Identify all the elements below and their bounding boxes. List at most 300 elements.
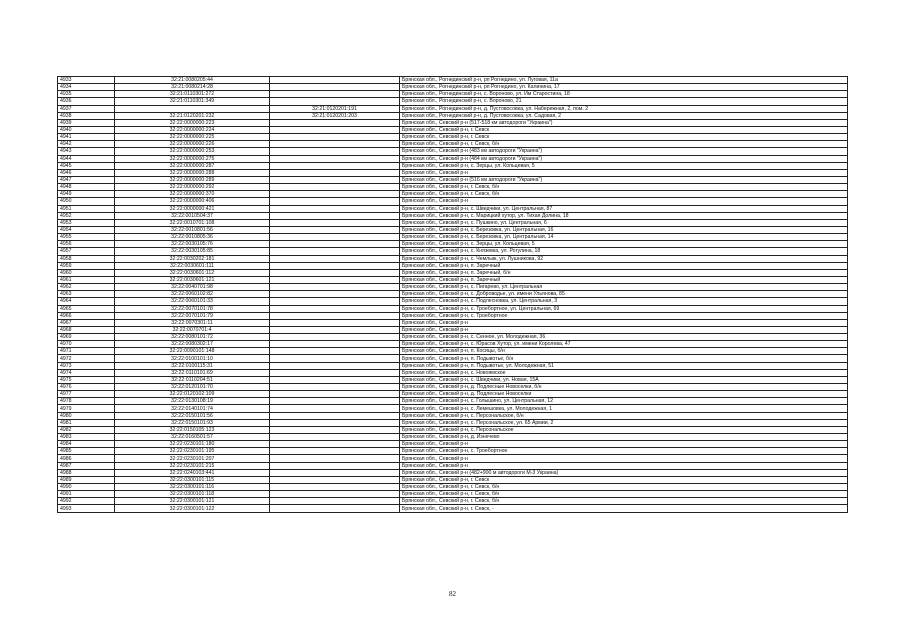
parent-cadastral-number-cell <box>270 98 400 105</box>
table-row <box>58 384 848 391</box>
address-cell: Брянская обл., Севский р-н, с. Березовка, ул. Центральная, 16 <box>400 226 848 233</box>
row-number-cell: 4962 <box>58 284 115 291</box>
table-row <box>58 112 848 119</box>
row-number-cell: 4942 <box>58 141 115 148</box>
cadastral-number-cell: 32:22:0100115:31 <box>115 362 270 369</box>
parent-cadastral-number-cell <box>270 148 400 155</box>
table-row <box>58 77 848 84</box>
row-number-cell: 4973 <box>58 362 115 369</box>
cadastral-number-cell: 32:22:0080101:72 <box>115 334 270 341</box>
table-row <box>58 405 848 412</box>
row-number-cell: 4933 <box>58 77 115 84</box>
cadastral-number-cell: 32:22:0000000:406 <box>115 198 270 205</box>
address-cell: Брянская обл., Севский р-н, г. Севск, б/н <box>400 491 848 498</box>
address-cell: Брянская обл., Рогнединский р-н, д. Пустовосовка, ул. Садовая, 2 <box>400 112 848 119</box>
address-cell: Брянская обл., Рогнединский р-н, с. Вороново, 21 <box>400 98 848 105</box>
cadastral-number-cell: 32:22:0030202:181 <box>115 255 270 262</box>
address-cell: Брянская обл., Севский р-н, г. Севск, б/н <box>400 191 848 198</box>
row-number-cell: 4936 <box>58 98 115 105</box>
address-cell: Брянская обл., Севский р-н, с. Лемешовка, ул. Молодежная, 1 <box>400 405 848 412</box>
row-number-cell: 4988 <box>58 469 115 476</box>
table-row <box>58 441 848 448</box>
table-row <box>58 462 848 469</box>
table-row <box>58 191 848 198</box>
table-row <box>58 255 848 262</box>
address-cell: Брянская обл., Севский р-н, с. Голышино, ул. Центральная, 12 <box>400 398 848 405</box>
address-cell: Брянская обл., Рогнединский р-н, д. Пустовосовка, ул. Набережная, 2, пом. 2 <box>400 105 848 112</box>
table-row <box>58 498 848 505</box>
table-row <box>58 155 848 162</box>
parent-cadastral-number-cell <box>270 219 400 226</box>
address-cell: Брянская обл., Севский р-н, с. Троебортное <box>400 312 848 319</box>
cadastral-number-cell: 32:22:0070701:4 <box>115 326 270 333</box>
cadastral-number-cell: 32:22:0030601:121 <box>115 276 270 283</box>
parent-cadastral-number-cell <box>270 234 400 241</box>
table-row <box>58 426 848 433</box>
address-cell: Брянская обл., Севский р-н, с. Троебортное <box>400 448 848 455</box>
row-number-cell: 4950 <box>58 198 115 205</box>
row-number-cell: 4954 <box>58 226 115 233</box>
parent-cadastral-number-cell <box>270 176 400 183</box>
parent-cadastral-number-cell <box>270 498 400 505</box>
row-number-cell: 4968 <box>58 326 115 333</box>
table-row <box>58 326 848 333</box>
row-number-cell: 4961 <box>58 276 115 283</box>
parent-cadastral-number-cell <box>270 398 400 405</box>
table-row <box>58 162 848 169</box>
table-row <box>58 98 848 105</box>
parent-cadastral-number-cell <box>270 491 400 498</box>
address-cell: Брянская обл., Севский р-н, п. Заречный <box>400 262 848 269</box>
cadastral-number-cell: 32:22:0010805:36 <box>115 234 270 241</box>
parent-cadastral-number-cell <box>270 298 400 305</box>
table-row <box>58 219 848 226</box>
cadastral-number-cell: 32:21:0120201:232 <box>115 112 270 119</box>
cadastral-number-cell: 32:22:0230101:207 <box>115 455 270 462</box>
cadastral-number-cell: 32:22:0030105:85 <box>115 248 270 255</box>
table-row <box>58 226 848 233</box>
row-number-cell: 4978 <box>58 398 115 405</box>
parent-cadastral-number-cell <box>270 376 400 383</box>
row-number-cell: 4953 <box>58 219 115 226</box>
address-cell: Брянская обл., Севский р-н, п. Подывотье, б/н <box>400 355 848 362</box>
parent-cadastral-number-cell <box>270 469 400 476</box>
row-number-cell: 4952 <box>58 212 115 219</box>
property-register-table <box>57 76 848 513</box>
address-cell: Брянская обл., Севский р-н, д. Подлесные Новоселки, б/н <box>400 384 848 391</box>
cadastral-number-cell: 32:22:0120101:70 <box>115 384 270 391</box>
parent-cadastral-number-cell <box>270 348 400 355</box>
address-cell: Брянская обл., Севский р-н, с. Березовка, ул. Центральная, 14 <box>400 234 848 241</box>
row-number-cell: 4945 <box>58 162 115 169</box>
table-row <box>58 91 848 98</box>
cadastral-number-cell: 32:22:0150105:123 <box>115 426 270 433</box>
cadastral-number-cell: 32:22:0240103:441 <box>115 469 270 476</box>
address-cell: Брянская обл., Рогнединский р-н, рп Рогнедино, ул. Калинина, 17 <box>400 84 848 91</box>
row-number-cell: 4946 <box>58 169 115 176</box>
cadastral-number-cell: 32:22:0030601:111 <box>115 262 270 269</box>
address-cell: Брянская обл., Севский р-н, с. Персональское, б/н <box>400 412 848 419</box>
parent-cadastral-number-cell <box>270 305 400 312</box>
parent-cadastral-number-cell <box>270 119 400 126</box>
parent-cadastral-number-cell <box>270 155 400 162</box>
row-number-cell: 4934 <box>58 84 115 91</box>
address-cell: Брянская обл., Севский р-н, г. Севск, - <box>400 505 848 512</box>
parent-cadastral-number-cell <box>270 212 400 219</box>
row-number-cell: 4949 <box>58 191 115 198</box>
address-cell: Брянская обл., Севский р-н <box>400 462 848 469</box>
parent-cadastral-number-cell <box>270 248 400 255</box>
cadastral-number-cell: 32:22:0130108:19 <box>115 398 270 405</box>
parent-cadastral-number-cell <box>270 441 400 448</box>
table-row <box>58 126 848 133</box>
table-row <box>58 205 848 212</box>
cadastral-number-cell: 32:21:0080214:28 <box>115 84 270 91</box>
cadastral-number-cell: 32:22:0300101:118 <box>115 491 270 498</box>
cadastral-number-cell: 32:22:0300101:116 <box>115 484 270 491</box>
parent-cadastral-number-cell <box>270 226 400 233</box>
table-row <box>58 184 848 191</box>
address-cell: Брянская обл., Севский р-н, с. Пушкино, ул. Центральная, 6 <box>400 219 848 226</box>
table-row <box>58 176 848 183</box>
parent-cadastral-number-cell <box>270 262 400 269</box>
address-cell: Брянская обл., Севский р-н, с. Зерцы, ул. Кольцевая, 5 <box>400 241 848 248</box>
cadastral-number-cell: 32:22:0070101:79 <box>115 312 270 319</box>
address-cell: Брянская обл., Севский р-н <box>400 198 848 205</box>
table-row <box>58 469 848 476</box>
table-row <box>58 234 848 241</box>
parent-cadastral-number-cell <box>270 362 400 369</box>
address-cell: Брянская обл., Севский р-н, г. Севск, б/н <box>400 141 848 148</box>
row-number-cell: 4951 <box>58 205 115 212</box>
cadastral-number-cell: 32:22:0000000:223 <box>115 119 270 126</box>
row-number-cell: 4947 <box>58 176 115 183</box>
address-cell: Брянская обл., Севский р-н, г. Севск, б/н <box>400 484 848 491</box>
table-row <box>58 276 848 283</box>
row-number-cell: 4948 <box>58 184 115 191</box>
address-cell: Брянская обл., Севский р-н, с. Пигарево, ул. Центральная <box>400 284 848 291</box>
parent-cadastral-number-cell <box>270 405 400 412</box>
row-number-cell: 4971 <box>58 348 115 355</box>
cadastral-number-cell: 32:22:0070301:11 <box>115 319 270 326</box>
table-row <box>58 341 848 348</box>
cadastral-number-cell <box>115 105 270 112</box>
address-cell: Брянская обл., Севский р-н, г. Севск <box>400 476 848 483</box>
cadastral-number-cell: 32:22:0000000:287 <box>115 162 270 169</box>
cadastral-number-cell: 32:21:0110301:272 <box>115 91 270 98</box>
row-number-cell: 4935 <box>58 91 115 98</box>
parent-cadastral-number-cell <box>270 84 400 91</box>
parent-cadastral-number-cell <box>270 391 400 398</box>
parent-cadastral-number-cell <box>270 412 400 419</box>
table-row <box>58 212 848 219</box>
row-number-cell: 4989 <box>58 476 115 483</box>
address-cell: Брянская обл., Севский р-н, с. Персональское <box>400 426 848 433</box>
address-cell: Брянская обл., Севский р-н (483 км автодороги "Украина") <box>400 148 848 155</box>
parent-cadastral-number-cell <box>270 384 400 391</box>
address-cell: Брянская обл., Севский р-н, с. Доброводье, ул. имени Ульянова, 85 <box>400 291 848 298</box>
row-number-cell: 4938 <box>58 112 115 119</box>
parent-cadastral-number-cell <box>270 455 400 462</box>
address-cell: Брянская обл., Рогнединский р-н, с. Вороново, ул. Им Старостина, 18 <box>400 91 848 98</box>
row-number-cell: 4959 <box>58 262 115 269</box>
address-cell: Брянская обл., Севский р-н, с. Сенное, ул. Молодежная, 36 <box>400 334 848 341</box>
address-cell: Брянская обл., Севский р-н (482+900 м автодороги М-3 Украина) <box>400 469 848 476</box>
table-row <box>58 248 848 255</box>
address-cell: Брянская обл., Севский р-н, г. Севск, б/н <box>400 498 848 505</box>
address-cell: Брянская обл., Севский р-н <box>400 326 848 333</box>
cadastral-number-cell: 32:22:0000000:370 <box>115 191 270 198</box>
row-number-cell: 4977 <box>58 391 115 398</box>
table-row <box>58 291 848 298</box>
parent-cadastral-number-cell <box>270 341 400 348</box>
address-cell: Брянская обл., Севский р-н, п. Косицы, б/н <box>400 348 848 355</box>
cadastral-number-cell: 32:22:0150101:56 <box>115 412 270 419</box>
address-cell: Брянская обл., Севский р-н, с. Шведчики, ул. Новая, 15А <box>400 376 848 383</box>
address-cell: Брянская обл., Севский р-н, с. Троебортное, ул. Центральная, 69 <box>400 305 848 312</box>
cadastral-number-cell: 32:22:0080302:17 <box>115 341 270 348</box>
address-cell: Брянская обл., Севский р-н, д. Подлесные Новоселки <box>400 391 848 398</box>
parent-cadastral-number-cell <box>270 484 400 491</box>
parent-cadastral-number-cell <box>270 355 400 362</box>
cadastral-number-cell: 32:22:0120102:109 <box>115 391 270 398</box>
table-row <box>58 448 848 455</box>
table-row <box>58 348 848 355</box>
table-row <box>58 141 848 148</box>
row-number-cell: 4939 <box>58 119 115 126</box>
row-number-cell: 4967 <box>58 319 115 326</box>
cadastral-number-cell: 32:22:0140101:74 <box>115 405 270 412</box>
table-row <box>58 334 848 341</box>
cadastral-number-cell: 32:22:0100101:10 <box>115 355 270 362</box>
cadastral-number-cell: 32:22:0010701:108 <box>115 219 270 226</box>
parent-cadastral-number-cell: 32:21:0120201:203 <box>270 112 400 119</box>
row-number-cell: 4958 <box>58 255 115 262</box>
cadastral-number-cell: 32:22:0230101:180 <box>115 441 270 448</box>
address-cell: Брянская обл., Севский р-н, г. Севск <box>400 134 848 141</box>
table-row <box>58 319 848 326</box>
parent-cadastral-number-cell <box>270 369 400 376</box>
parent-cadastral-number-cell <box>270 426 400 433</box>
cadastral-number-cell: 32:22:0110101:69 <box>115 369 270 376</box>
address-cell: Брянская обл., Севский р-н, с. Юрасов Хутор, ул. имени Королева, 47 <box>400 341 848 348</box>
row-number-cell: 4975 <box>58 376 115 383</box>
row-number-cell: 4976 <box>58 384 115 391</box>
row-number-cell: 4956 <box>58 241 115 248</box>
cadastral-number-cell: 32:22:0300101:115 <box>115 476 270 483</box>
cadastral-number-cell: 32:22:0040701:98 <box>115 284 270 291</box>
table-row <box>58 284 848 291</box>
address-cell: Брянская обл., Севский р-н, п. Заречный, б/н <box>400 269 848 276</box>
row-number-cell: 4964 <box>58 298 115 305</box>
address-cell: Брянская обл., Севский р-н (517-518 км автодороги "Украина") <box>400 119 848 126</box>
cadastral-number-cell: 32:22:0090101:148 <box>115 348 270 355</box>
cadastral-number-cell: 32:22:0000000:224 <box>115 126 270 133</box>
address-cell: Брянская обл., Севский р-н, с. Чемлыж, ул. Лушникова, 92 <box>400 255 848 262</box>
address-cell: Брянская обл., Севский р-н <box>400 319 848 326</box>
address-cell: Брянская обл., Севский р-н <box>400 441 848 448</box>
row-number-cell: 4960 <box>58 269 115 276</box>
table-row <box>58 119 848 126</box>
parent-cadastral-number-cell <box>270 77 400 84</box>
parent-cadastral-number-cell <box>270 448 400 455</box>
table-row <box>58 391 848 398</box>
parent-cadastral-number-cell <box>270 284 400 291</box>
address-cell: Брянская обл., Рогнединский р-н, рп Рогнедино, ул. Луговая, 11а <box>400 77 848 84</box>
row-number-cell: 4980 <box>58 412 115 419</box>
row-number-cell: 4941 <box>58 134 115 141</box>
cadastral-number-cell: 32:22:0150101:93 <box>115 419 270 426</box>
parent-cadastral-number-cell <box>270 326 400 333</box>
cadastral-number-cell: 32:22:0000000:253 <box>115 148 270 155</box>
parent-cadastral-number-cell <box>270 91 400 98</box>
parent-cadastral-number-cell <box>270 169 400 176</box>
table-row <box>58 241 848 248</box>
parent-cadastral-number-cell <box>270 191 400 198</box>
table-row <box>58 105 848 112</box>
row-number-cell: 4972 <box>58 355 115 362</box>
table-row <box>58 398 848 405</box>
parent-cadastral-number-cell <box>270 134 400 141</box>
cadastral-number-cell: 32:22:0060102:82 <box>115 291 270 298</box>
row-number-cell: 4984 <box>58 441 115 448</box>
address-cell: Брянская обл., Севский р-н, с. Зерцы, ул. Кольцевая, 5 <box>400 162 848 169</box>
parent-cadastral-number-cell <box>270 462 400 469</box>
parent-cadastral-number-cell <box>270 241 400 248</box>
parent-cadastral-number-cell <box>270 419 400 426</box>
row-number-cell: 4943 <box>58 148 115 155</box>
cadastral-number-cell: 32:22:0300101:122 <box>115 505 270 512</box>
parent-cadastral-number-cell <box>270 334 400 341</box>
cadastral-number-cell: 32:22:0000000:225 <box>115 134 270 141</box>
table-row <box>58 434 848 441</box>
cadastral-number-cell: 32:21:0110301:349 <box>115 98 270 105</box>
table-row <box>58 355 848 362</box>
row-number-cell: 4974 <box>58 369 115 376</box>
parent-cadastral-number-cell <box>270 269 400 276</box>
table-row <box>58 491 848 498</box>
table-row <box>58 169 848 176</box>
cadastral-number-cell: 32:22:0000000:226 <box>115 141 270 148</box>
address-cell: Брянская обл., Севский р-н, п. Заречный <box>400 276 848 283</box>
address-cell: Брянская обл., Севский р-н <box>400 455 848 462</box>
row-number-cell: 4993 <box>58 505 115 512</box>
row-number-cell: 4957 <box>58 248 115 255</box>
row-number-cell: 4991 <box>58 491 115 498</box>
parent-cadastral-number-cell: 32:21:0120201:191 <box>270 105 400 112</box>
row-number-cell: 4940 <box>58 126 115 133</box>
table-row <box>58 134 848 141</box>
row-number-cell: 4944 <box>58 155 115 162</box>
address-cell: Брянская обл., Севский р-н, с. Князевка, ул. Рогулина, 18 <box>400 248 848 255</box>
row-number-cell: 4937 <box>58 105 115 112</box>
parent-cadastral-number-cell <box>270 312 400 319</box>
table-row <box>58 455 848 462</box>
table-row <box>58 298 848 305</box>
row-number-cell: 4992 <box>58 498 115 505</box>
parent-cadastral-number-cell <box>270 476 400 483</box>
row-number-cell: 4986 <box>58 455 115 462</box>
row-number-cell: 4955 <box>58 234 115 241</box>
table-body <box>58 77 848 513</box>
row-number-cell: 4981 <box>58 419 115 426</box>
cadastral-number-cell: 32:22:0010801:56 <box>115 226 270 233</box>
table-row <box>58 269 848 276</box>
row-number-cell: 4969 <box>58 334 115 341</box>
cadastral-number-cell: 32:22:0060101:33 <box>115 298 270 305</box>
page-number: 82 <box>449 590 456 598</box>
address-cell: Брянская обл., Севский р-н, п. Подывотье, ул. Молодежная, 51 <box>400 362 848 369</box>
parent-cadastral-number-cell <box>270 141 400 148</box>
parent-cadastral-number-cell <box>270 276 400 283</box>
row-number-cell: 4970 <box>58 341 115 348</box>
row-number-cell: 4990 <box>58 484 115 491</box>
cadastral-number-cell: 32:22:0000000:292 <box>115 184 270 191</box>
table-row <box>58 362 848 369</box>
address-cell: Брянская обл., Севский р-н, с. Шведчики, ул. Центральная, 87 <box>400 205 848 212</box>
cadastral-number-cell: 32:22:0000000:289 <box>115 176 270 183</box>
table-row <box>58 476 848 483</box>
cadastral-number-cell: 32:22:0160501:57 <box>115 434 270 441</box>
address-cell: Брянская обл., Севский р-н, с. Подлесновка, ул. Центральная, 3 <box>400 298 848 305</box>
table-row <box>58 412 848 419</box>
address-cell: Брянская обл., Севский р-н <box>400 169 848 176</box>
address-cell: Брянская обл., Севский р-н, с. Марицкий хутор, ул. Тихая Долина, 18 <box>400 212 848 219</box>
parent-cadastral-number-cell <box>270 434 400 441</box>
parent-cadastral-number-cell <box>270 291 400 298</box>
parent-cadastral-number-cell <box>270 319 400 326</box>
cadastral-number-cell: 32:22:0000000:275 <box>115 155 270 162</box>
cadastral-number-cell: 32:22:0110204:51 <box>115 376 270 383</box>
parent-cadastral-number-cell <box>270 205 400 212</box>
table-row <box>58 505 848 512</box>
cadastral-number-cell: 32:22:0030105:76 <box>115 241 270 248</box>
table-row <box>58 262 848 269</box>
parent-cadastral-number-cell <box>270 162 400 169</box>
address-cell: Брянская обл., Севский р-н, д. Изнечево <box>400 434 848 441</box>
table-row <box>58 312 848 319</box>
row-number-cell: 4987 <box>58 462 115 469</box>
address-cell: Брянская обл., Севский р-н (516 км автодороги "Украина") <box>400 176 848 183</box>
row-number-cell: 4966 <box>58 312 115 319</box>
table-row <box>58 419 848 426</box>
table-row <box>58 84 848 91</box>
table-row <box>58 305 848 312</box>
cadastral-number-cell: 32:22:0010504:37 <box>115 212 270 219</box>
parent-cadastral-number-cell <box>270 198 400 205</box>
cadastral-number-cell: 32:22:0230101:215 <box>115 462 270 469</box>
table-row <box>58 376 848 383</box>
parent-cadastral-number-cell <box>270 255 400 262</box>
parent-cadastral-number-cell <box>270 126 400 133</box>
row-number-cell: 4985 <box>58 448 115 455</box>
cadastral-number-cell: 32:22:0070101:78 <box>115 305 270 312</box>
cadastral-number-cell: 32:22:0030601:112 <box>115 269 270 276</box>
row-number-cell: 4979 <box>58 405 115 412</box>
address-cell: Брянская обл., Севский р-н, г. Севск, б/н <box>400 184 848 191</box>
parent-cadastral-number-cell <box>270 184 400 191</box>
cadastral-number-cell: 32:22:0230101:195 <box>115 448 270 455</box>
table-row <box>58 148 848 155</box>
row-number-cell: 4982 <box>58 426 115 433</box>
address-cell: Брянская обл., Севский р-н, с. Персональское, ул. 65 Армии, 2 <box>400 419 848 426</box>
cadastral-number-cell: 32:22:0000000:421 <box>115 205 270 212</box>
row-number-cell: 4963 <box>58 291 115 298</box>
row-number-cell: 4965 <box>58 305 115 312</box>
address-cell: Брянская обл., Севский р-н, г. Севск <box>400 126 848 133</box>
row-number-cell: 4983 <box>58 434 115 441</box>
address-cell: Брянская обл., Севский р-н (484 км автодороги "Украина") <box>400 155 848 162</box>
